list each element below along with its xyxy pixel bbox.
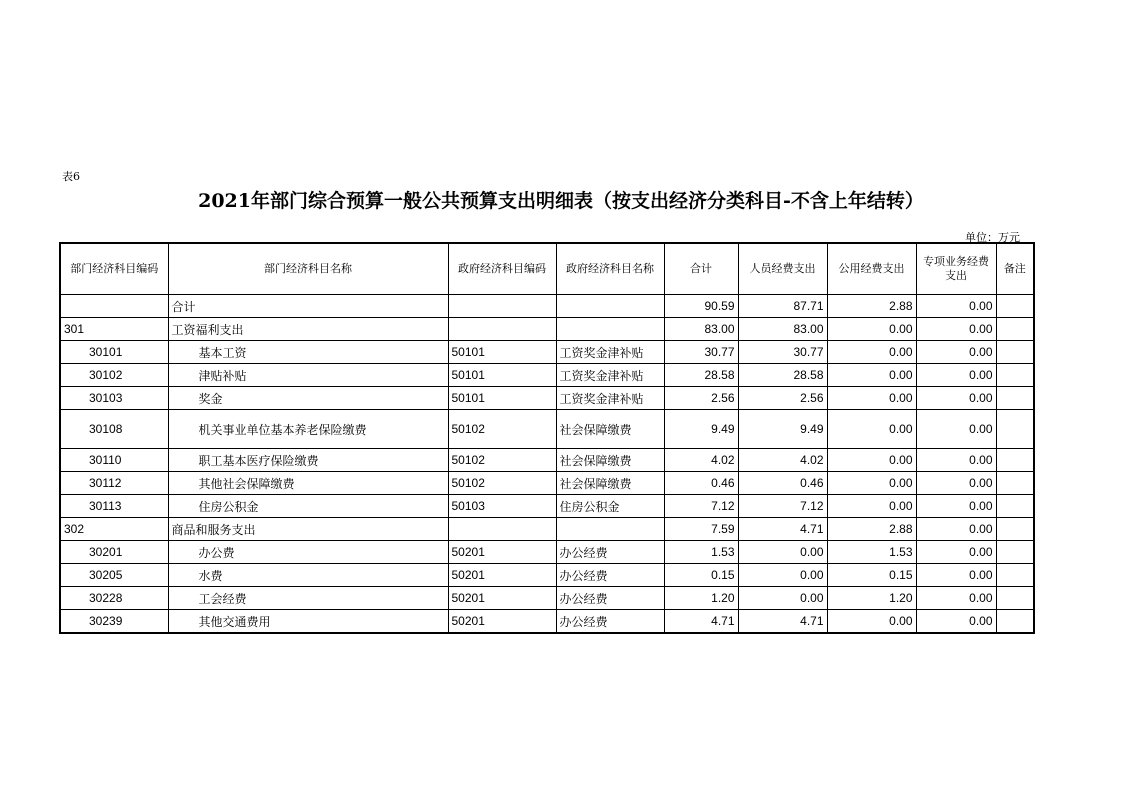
- table-row: [60, 518, 1034, 541]
- dept-name-cell: 津贴补贴: [168, 364, 448, 387]
- gov-name-cell: 办公经费: [556, 587, 664, 610]
- dept-code-cell: 30205: [60, 564, 168, 587]
- dept-name-cell: 商品和服务支出: [168, 518, 448, 541]
- dept-code-cell: 302: [60, 518, 168, 541]
- gov-code-cell: 50102: [448, 449, 556, 472]
- gov-code-cell: 50201: [448, 564, 556, 587]
- table-row: [60, 495, 1034, 518]
- dept-code-cell: 30108: [60, 410, 168, 449]
- dept-name-cell: 水费: [168, 564, 448, 587]
- special-cell: 0.00: [916, 587, 996, 610]
- total-cell: 1.20: [664, 587, 738, 610]
- dept-name-cell: 奖金: [168, 387, 448, 410]
- gov-name-cell: 办公经费: [556, 564, 664, 587]
- table-row: [60, 318, 1034, 341]
- personnel-cell: 2.56: [738, 387, 827, 410]
- dept-code-cell: 30228: [60, 587, 168, 610]
- gov-code-cell: 50102: [448, 410, 556, 449]
- gov-code-cell: 50201: [448, 541, 556, 564]
- note-cell: [996, 472, 1034, 495]
- table-row: [60, 410, 1034, 449]
- personnel-cell: 28.58: [738, 364, 827, 387]
- dept-code-cell: 30101: [60, 341, 168, 364]
- dept-code-cell: 301: [60, 318, 168, 341]
- note-cell: [996, 387, 1034, 410]
- table-row: [60, 541, 1034, 564]
- personnel-cell: 0.46: [738, 472, 827, 495]
- total-cell: 83.00: [664, 318, 738, 341]
- special-cell: 0.00: [916, 387, 996, 410]
- special-cell: 0.00: [916, 518, 996, 541]
- gov-name-cell: [556, 295, 664, 318]
- page-title: 2021年部门综合预算一般公共预算支出明细表（按支出经济分类科目-不含上年结转）: [198, 190, 924, 212]
- dept-name-cell: 其他社会保障缴费: [168, 472, 448, 495]
- note-cell: [996, 541, 1034, 564]
- personnel-cell: 4.71: [738, 518, 827, 541]
- public-cell: 2.88: [827, 518, 916, 541]
- budget-table: [59, 242, 1035, 634]
- special-cell: 0.00: [916, 318, 996, 341]
- special-cell: 0.00: [916, 449, 996, 472]
- personnel-cell: 0.00: [738, 564, 827, 587]
- dept-name-cell: 办公费: [168, 541, 448, 564]
- dept-code-cell: [60, 295, 168, 318]
- gov-name-cell: 办公经费: [556, 541, 664, 564]
- dept-code-cell: 30113: [60, 495, 168, 518]
- gov-code-cell: 50102: [448, 472, 556, 495]
- note-cell: [996, 318, 1034, 341]
- table-row: [60, 564, 1034, 587]
- column-header-dept-code: 部门经济科目编码: [60, 243, 168, 295]
- special-cell: 0.00: [916, 541, 996, 564]
- gov-code-cell: 50103: [448, 495, 556, 518]
- total-cell: 90.59: [664, 295, 738, 318]
- dept-name-cell: 机关事业单位基本养老保险缴费: [168, 410, 448, 449]
- note-cell: [996, 295, 1034, 318]
- column-header-personnel: 人员经费支出: [738, 243, 827, 295]
- public-cell: 0.00: [827, 472, 916, 495]
- table-row: [60, 364, 1034, 387]
- gov-name-cell: 办公经费: [556, 610, 664, 634]
- dept-code-cell: 30103: [60, 387, 168, 410]
- column-header-gov-name: 政府经济科目名称: [556, 243, 664, 295]
- total-cell: 4.02: [664, 449, 738, 472]
- dept-name-cell: 工会经费: [168, 587, 448, 610]
- total-cell: 0.46: [664, 472, 738, 495]
- table-header-row: [60, 243, 1034, 295]
- total-cell: 30.77: [664, 341, 738, 364]
- column-header-gov-code: 政府经济科目编码: [448, 243, 556, 295]
- table-row: [60, 341, 1034, 364]
- special-cell: 0.00: [916, 472, 996, 495]
- total-cell: 0.15: [664, 564, 738, 587]
- public-cell: 0.00: [827, 449, 916, 472]
- dept-name-cell: 住房公积金: [168, 495, 448, 518]
- public-cell: 0.00: [827, 410, 916, 449]
- public-cell: 2.88: [827, 295, 916, 318]
- personnel-cell: 9.49: [738, 410, 827, 449]
- gov-name-cell: [556, 318, 664, 341]
- public-cell: 0.00: [827, 318, 916, 341]
- column-header-special: 专项业务经费支出: [916, 243, 996, 295]
- total-cell: 2.56: [664, 387, 738, 410]
- dept-name-cell: 工资福利支出: [168, 318, 448, 341]
- special-cell: 0.00: [916, 341, 996, 364]
- special-cell: 0.00: [916, 364, 996, 387]
- column-header-dept-name: 部门经济科目名称: [168, 243, 448, 295]
- dept-name-cell: 职工基本医疗保险缴费: [168, 449, 448, 472]
- personnel-cell: 0.00: [738, 587, 827, 610]
- public-cell: 0.00: [827, 364, 916, 387]
- note-cell: [996, 410, 1034, 449]
- total-cell: 28.58: [664, 364, 738, 387]
- public-cell: 0.00: [827, 341, 916, 364]
- table-row: [60, 587, 1034, 610]
- public-cell: 0.00: [827, 610, 916, 634]
- column-header-public: 公用经费支出: [827, 243, 916, 295]
- note-cell: [996, 564, 1034, 587]
- special-cell: 0.00: [916, 495, 996, 518]
- gov-name-cell: 社会保障缴费: [556, 449, 664, 472]
- personnel-cell: 83.00: [738, 318, 827, 341]
- gov-name-cell: 工资奖金津补贴: [556, 341, 664, 364]
- personnel-cell: 7.12: [738, 495, 827, 518]
- dept-code-cell: 30110: [60, 449, 168, 472]
- gov-name-cell: 工资奖金津补贴: [556, 387, 664, 410]
- gov-code-cell: 50201: [448, 610, 556, 634]
- gov-name-cell: 住房公积金: [556, 495, 664, 518]
- total-cell: 7.12: [664, 495, 738, 518]
- table-number: 表6: [62, 170, 80, 183]
- column-header-note: 备注: [996, 243, 1034, 295]
- dept-code-cell: 30239: [60, 610, 168, 634]
- total-cell: 4.71: [664, 610, 738, 634]
- note-cell: [996, 495, 1034, 518]
- column-header-total: 合计: [664, 243, 738, 295]
- dept-code-cell: 30112: [60, 472, 168, 495]
- personnel-cell: 4.71: [738, 610, 827, 634]
- gov-code-cell: 50201: [448, 587, 556, 610]
- dept-name-cell: 合计: [168, 295, 448, 318]
- public-cell: 1.20: [827, 587, 916, 610]
- special-cell: 0.00: [916, 410, 996, 449]
- gov-code-cell: [448, 518, 556, 541]
- public-cell: 1.53: [827, 541, 916, 564]
- table-row: [60, 449, 1034, 472]
- gov-code-cell: 50101: [448, 364, 556, 387]
- dept-name-cell: 其他交通费用: [168, 610, 448, 634]
- public-cell: 0.15: [827, 564, 916, 587]
- personnel-cell: 87.71: [738, 295, 827, 318]
- special-cell: 0.00: [916, 564, 996, 587]
- table-row: [60, 387, 1034, 410]
- gov-name-cell: 社会保障缴费: [556, 472, 664, 495]
- note-cell: [996, 449, 1034, 472]
- special-cell: 0.00: [916, 610, 996, 634]
- total-cell: 7.59: [664, 518, 738, 541]
- gov-name-cell: 社会保障缴费: [556, 410, 664, 449]
- table-row: [60, 295, 1034, 318]
- dept-code-cell: 30201: [60, 541, 168, 564]
- note-cell: [996, 518, 1034, 541]
- gov-code-cell: 50101: [448, 387, 556, 410]
- gov-name-cell: 工资奖金津补贴: [556, 364, 664, 387]
- gov-code-cell: 50101: [448, 341, 556, 364]
- dept-code-cell: 30102: [60, 364, 168, 387]
- table-row: [60, 472, 1034, 495]
- gov-code-cell: [448, 295, 556, 318]
- personnel-cell: 30.77: [738, 341, 827, 364]
- gov-name-cell: [556, 518, 664, 541]
- personnel-cell: 0.00: [738, 541, 827, 564]
- note-cell: [996, 341, 1034, 364]
- note-cell: [996, 587, 1034, 610]
- total-cell: 1.53: [664, 541, 738, 564]
- personnel-cell: 4.02: [738, 449, 827, 472]
- note-cell: [996, 364, 1034, 387]
- note-cell: [996, 610, 1034, 634]
- public-cell: 0.00: [827, 387, 916, 410]
- dept-name-cell: 基本工资: [168, 341, 448, 364]
- public-cell: 0.00: [827, 495, 916, 518]
- gov-code-cell: [448, 318, 556, 341]
- special-cell: 0.00: [916, 295, 996, 318]
- table-row: [60, 610, 1034, 634]
- table-body: [60, 295, 1034, 634]
- total-cell: 9.49: [664, 410, 738, 449]
- unit-label: 单位：万元: [965, 231, 1020, 244]
